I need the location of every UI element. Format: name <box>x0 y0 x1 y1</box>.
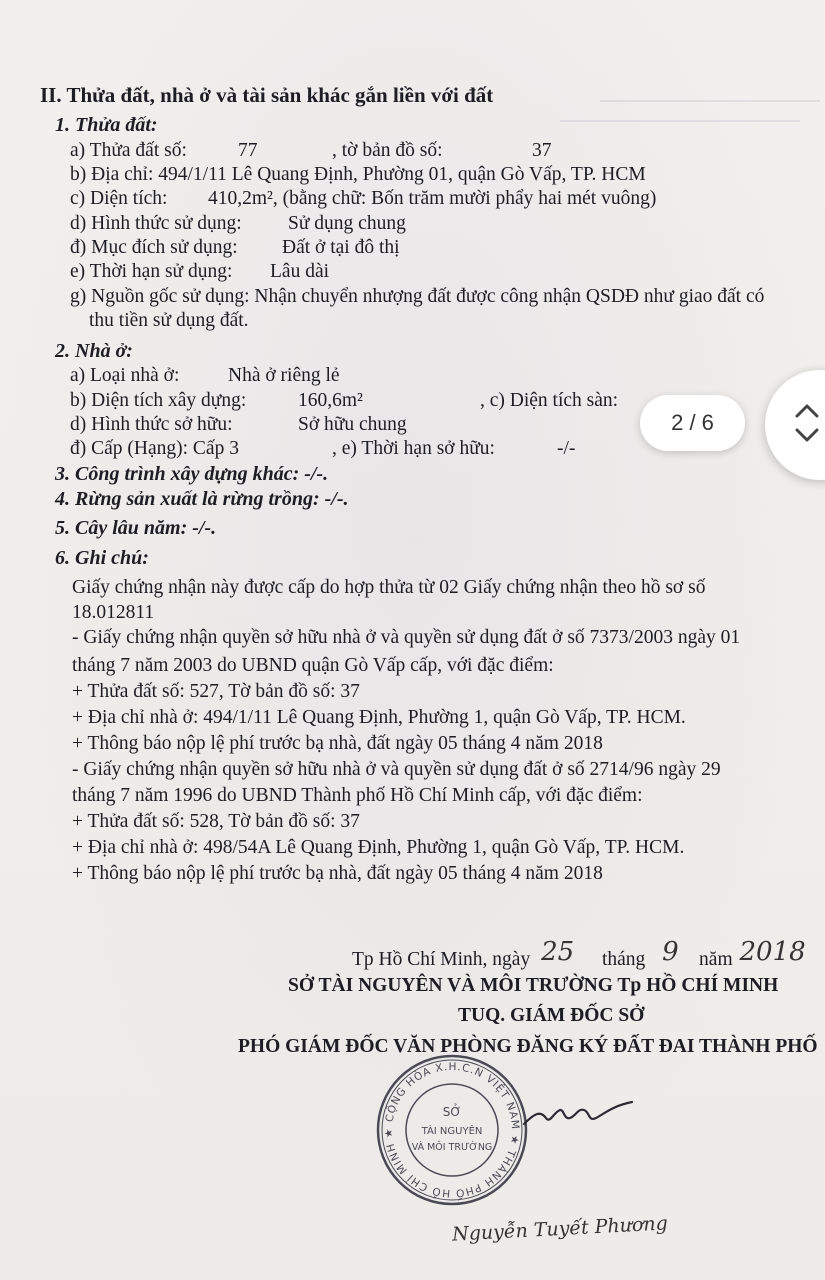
signing-day: 25 <box>541 937 575 967</box>
note-line: + Địa chỉ nhà ở: 498/54A Lê Quang Định, Phường 1, quận Gò Vấp, TP. HCM. <box>72 837 685 858</box>
note-line: + Địa chỉ nhà ở: 494/1/11 Lê Quang Định, Phường 1, quận Gò Vấp, TP. HCM. <box>72 707 686 728</box>
land-number-value: 77 <box>238 140 258 161</box>
signature-mark <box>520 1090 640 1140</box>
month-label: tháng <box>601 949 646 970</box>
house-type-value: Nhà ở riêng lẻ <box>228 365 340 386</box>
use-form-value: Sử dụng chung <box>288 213 406 234</box>
house-type-label: a) Loại nhà ở: <box>70 365 180 386</box>
use-form-label: d) Hình thức sử dụng: <box>70 213 242 234</box>
use-purpose-label: đ) Mục đích sử dụng: <box>70 237 238 258</box>
watermark-line <box>560 120 800 122</box>
other-works: 3. Công trình xây dựng khác: -/-. <box>55 463 329 485</box>
note-line: + Thửa đất số: 527, Tờ bản đồ số: 37 <box>72 681 360 702</box>
page-scroll-button[interactable] <box>765 370 825 480</box>
note-line: Giấy chứng nhận này được cấp do hợp thửa từ 02 Giấy chứng nhận theo hồ sơ số <box>72 577 706 598</box>
signing-month: 9 <box>662 937 679 967</box>
perennial-trees: 5. Cây lâu năm: -/-. <box>55 517 217 539</box>
house-grade: đ) Cấp (Hạng): Cấp 3 <box>70 438 239 459</box>
stamp-center-line-3: VÀ MÔI TRƯỜNG <box>411 1142 493 1153</box>
forest: 4. Rừng sản xuất là rừng trồng: -/-. <box>55 488 349 510</box>
land-origin-line-1: g) Nguồn gốc sử dụng: Nhận chuyển nhượng đất được công nhận QSDĐ như giao đất có <box>70 286 765 307</box>
land-area-value: 410,2m², (bằng chữ: Bốn trăm mười phẩy hai mét vuông) <box>208 188 657 209</box>
authority-delegation: TUQ. GIÁM ĐỐC SỞ <box>458 1005 645 1026</box>
note-line: 18.012811 <box>72 602 155 623</box>
official-stamp <box>372 1050 532 1210</box>
watermark-line <box>600 100 820 102</box>
use-purpose-value: Đất ở tại đô thị <box>282 237 400 258</box>
note-line: + Thông báo nộp lệ phí trước bạ nhà, đất ngày 05 tháng 4 năm 2018 <box>72 733 603 754</box>
note-line: - Giấy chứng nhận quyền sở hữu nhà ở và quyền sử dụng đất ở số 2714/96 ngày 29 <box>72 759 721 780</box>
year-label: năm <box>699 949 733 970</box>
ownership-form-label: d) Hình thức sở hữu: <box>70 414 233 435</box>
land-number-label: a) Thửa đất số: <box>70 140 187 161</box>
note-line: + Thông báo nộp lệ phí trước bạ nhà, đất ngày 05 tháng 4 năm 2018 <box>72 863 603 884</box>
map-sheet-label: , tờ bản đồ số: <box>332 140 443 161</box>
signing-date <box>352 937 808 971</box>
build-area-label: b) Diện tích xây dựng: <box>70 390 247 411</box>
stamp-center-line-2: TÀI NGUYÊN <box>421 1126 483 1137</box>
note-line: tháng 7 năm 2003 do UBND quận Gò Vấp cấp, với đặc điểm: <box>72 655 554 676</box>
stamp-center-line-1: SỞ <box>442 1105 462 1119</box>
note-line: - Giấy chứng nhận quyền sở hữu nhà ở và quyền sử dụng đất ở số 7373/2003 ngày 01 <box>72 627 741 648</box>
authority-department: SỞ TÀI NGUYÊN VÀ MÔI TRƯỜNG Tp HỒ CHÍ MINH <box>288 975 779 996</box>
authority-title: PHÓ GIÁM ĐỐC VĂN PHÒNG ĐĂNG KÝ ĐẤT ĐAI THÀNH PHỐ <box>238 1036 818 1057</box>
use-term-value: Lâu dài <box>270 261 330 282</box>
land-area-label: c) Diện tích: <box>70 188 168 209</box>
section-title: II. Thửa đất, nhà ở và tài sản khác gắn liền với đất <box>40 83 494 107</box>
signing-place: Tp Hồ Chí Minh, ngày <box>352 949 531 970</box>
build-area-value: 160,6m² <box>298 390 363 411</box>
floor-area-label: , c) Diện tích sàn: <box>480 390 619 411</box>
ownership-term-label: , e) Thời hạn sở hữu: <box>332 438 495 459</box>
signing-year: 2018 <box>739 937 806 967</box>
note-line: tháng 7 năm 1996 do UBND Thành phố Hồ Chí Minh cấp, với đặc điểm: <box>72 785 643 806</box>
land-address: b) Địa chỉ: 494/1/11 Lê Quang Định, Phường 01, quận Gò Vấp, TP. HCM <box>70 164 646 185</box>
ownership-term-value: -/- <box>557 438 576 459</box>
land-origin-line-2: thu tiền sử dụng đất. <box>89 310 249 331</box>
use-term-label: e) Thời hạn sử dụng: <box>70 261 233 282</box>
house-title: 2. Nhà ở: <box>55 340 133 362</box>
up-down-chevron-icon <box>791 400 823 446</box>
ownership-form-value: Sở hữu chung <box>298 414 407 435</box>
map-sheet-value: 37 <box>532 140 552 161</box>
page-indicator: 2 / 6 <box>640 395 745 451</box>
note-line: + Thửa đất số: 528, Tờ bản đồ số: 37 <box>72 811 360 832</box>
notes-title: 6. Ghi chú: <box>55 547 149 569</box>
stamp-ring-text: CỘNG HÒA X.H.C.N VIỆT NAM ★ THÀNH PHỐ HỒ CHÍ MINH ★ <box>382 1060 522 1200</box>
signer-name: Nguyễn Tuyết Phương <box>451 1212 669 1246</box>
land-title: 1. Thửa đất: <box>55 114 158 136</box>
